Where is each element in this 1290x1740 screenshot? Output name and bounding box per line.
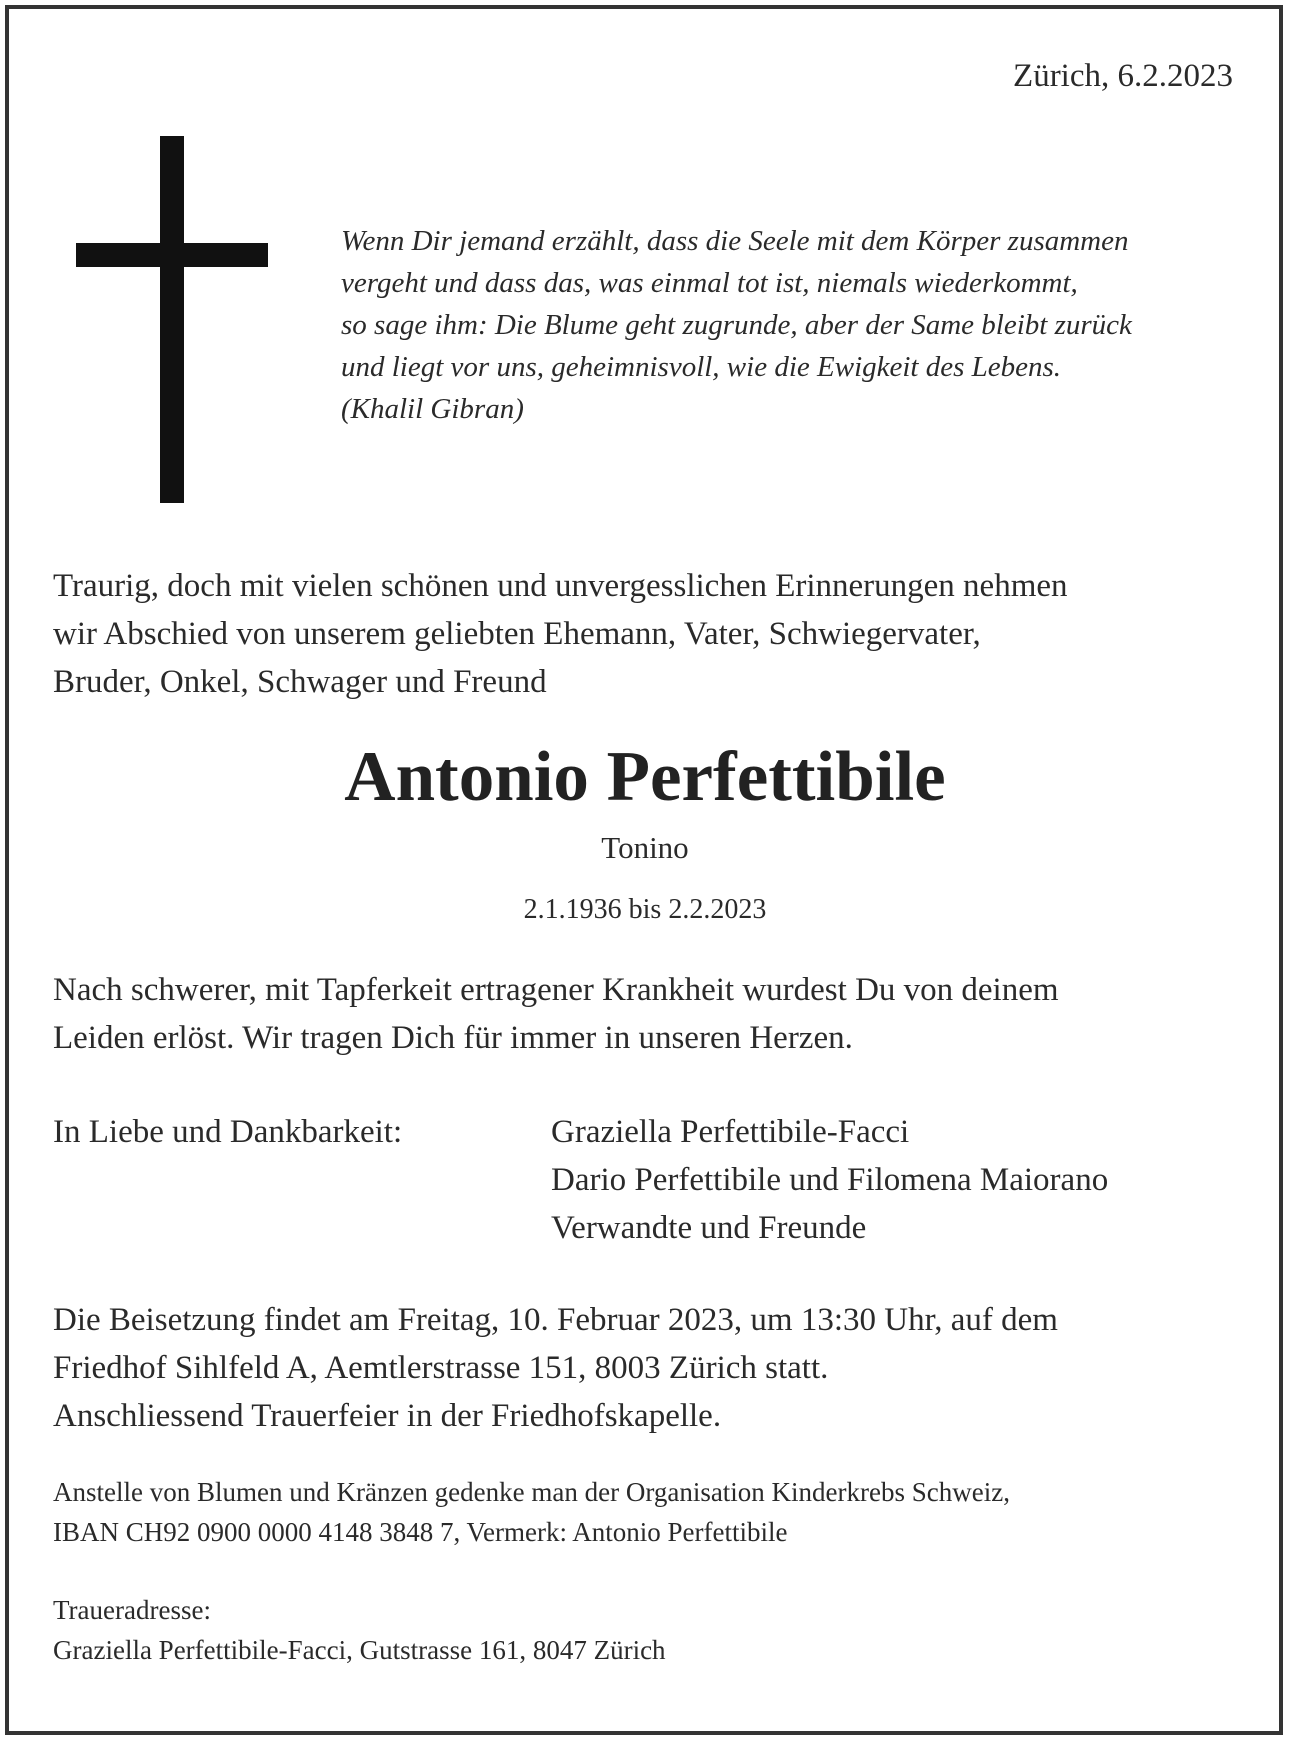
quote-line: und liegt vor uns, geheimnisvoll, wie die Ewigkeit des Lebens.: [341, 351, 1062, 383]
funeral-line: Die Beisetzung findet am Freitag, 10. Februar 2023, um 13:30 Uhr, auf dem: [53, 1302, 1058, 1338]
funeral-line: Friedhof Sihlfeld A, Aemtlerstrasse 151, 8003 Zürich statt.: [53, 1350, 829, 1386]
mourner-name: Graziella Perfettibile-Facci: [551, 1114, 910, 1150]
quote-line: vergeht und dass das, was einmal tot ist, niemals wiederkommt,: [341, 267, 1078, 299]
donation-paragraph: [53, 1472, 1010, 1552]
quote-line: so sage ihm: Die Blume geht zugrunde, aber der Same bleibt zurück: [341, 309, 1132, 341]
illness-paragraph: [53, 966, 1059, 1062]
funeral-line: Anschliessend Trauerfeier in der Friedhofskapelle.: [53, 1398, 722, 1434]
address-value: Graziella Perfettibile-Facci, Gutstrasse 161, 8047 Zürich: [53, 1635, 666, 1665]
place-date: Zürich, 6.2.2023: [1013, 58, 1233, 94]
mourners-list: [551, 1108, 1108, 1252]
intro-line: wir Abschied von unserem geliebten Ehemann, Vater, Schwiegervater,: [53, 616, 981, 652]
quote-author: (Khalil Gibran): [341, 393, 524, 425]
illness-line: Leiden erlöst. Wir tragen Dich für immer in unseren Herzen.: [53, 1020, 853, 1056]
mourners-label: In Liebe und Dankbarkeit:: [53, 1114, 403, 1150]
deceased-nickname: Tonino: [601, 830, 689, 865]
donation-line: IBAN CH92 0900 0000 4148 3848 7, Vermerk: Antonio Perfettibile: [53, 1517, 788, 1547]
mourner-name: Dario Perfettibile und Filomena Maiorano: [551, 1162, 1109, 1198]
deceased-name: Antonio Perfettibile: [344, 738, 946, 816]
donation-line: Anstelle von Blumen und Kränzen gedenke man der Organisation Kinderkrebs Schweiz,: [53, 1477, 1010, 1507]
quote-line: Wenn Dir jemand erzählt, dass die Seele mit dem Körper zusammen: [341, 225, 1129, 257]
cross-horizontal-bar: [76, 243, 268, 267]
illness-line: Nach schwerer, mit Tapferkeit ertragener Krankheit wurdest Du von deinem: [53, 972, 1059, 1008]
quote: [341, 220, 1132, 430]
mourning-address: [53, 1590, 666, 1670]
cross-vertical-bar: [160, 136, 184, 503]
life-dates: 2.1.1936 bis 2.2.2023: [523, 894, 767, 925]
intro-line: Bruder, Onkel, Schwager und Freund: [53, 664, 547, 700]
intro-line: Traurig, doch mit vielen schönen und unvergesslichen Erinnerungen nehmen: [53, 568, 1068, 604]
intro-paragraph: [53, 562, 1068, 706]
mourner-name: Verwandte und Freunde: [551, 1210, 867, 1246]
address-label: Traueradresse:: [53, 1595, 211, 1625]
funeral-paragraph: [53, 1296, 1058, 1440]
